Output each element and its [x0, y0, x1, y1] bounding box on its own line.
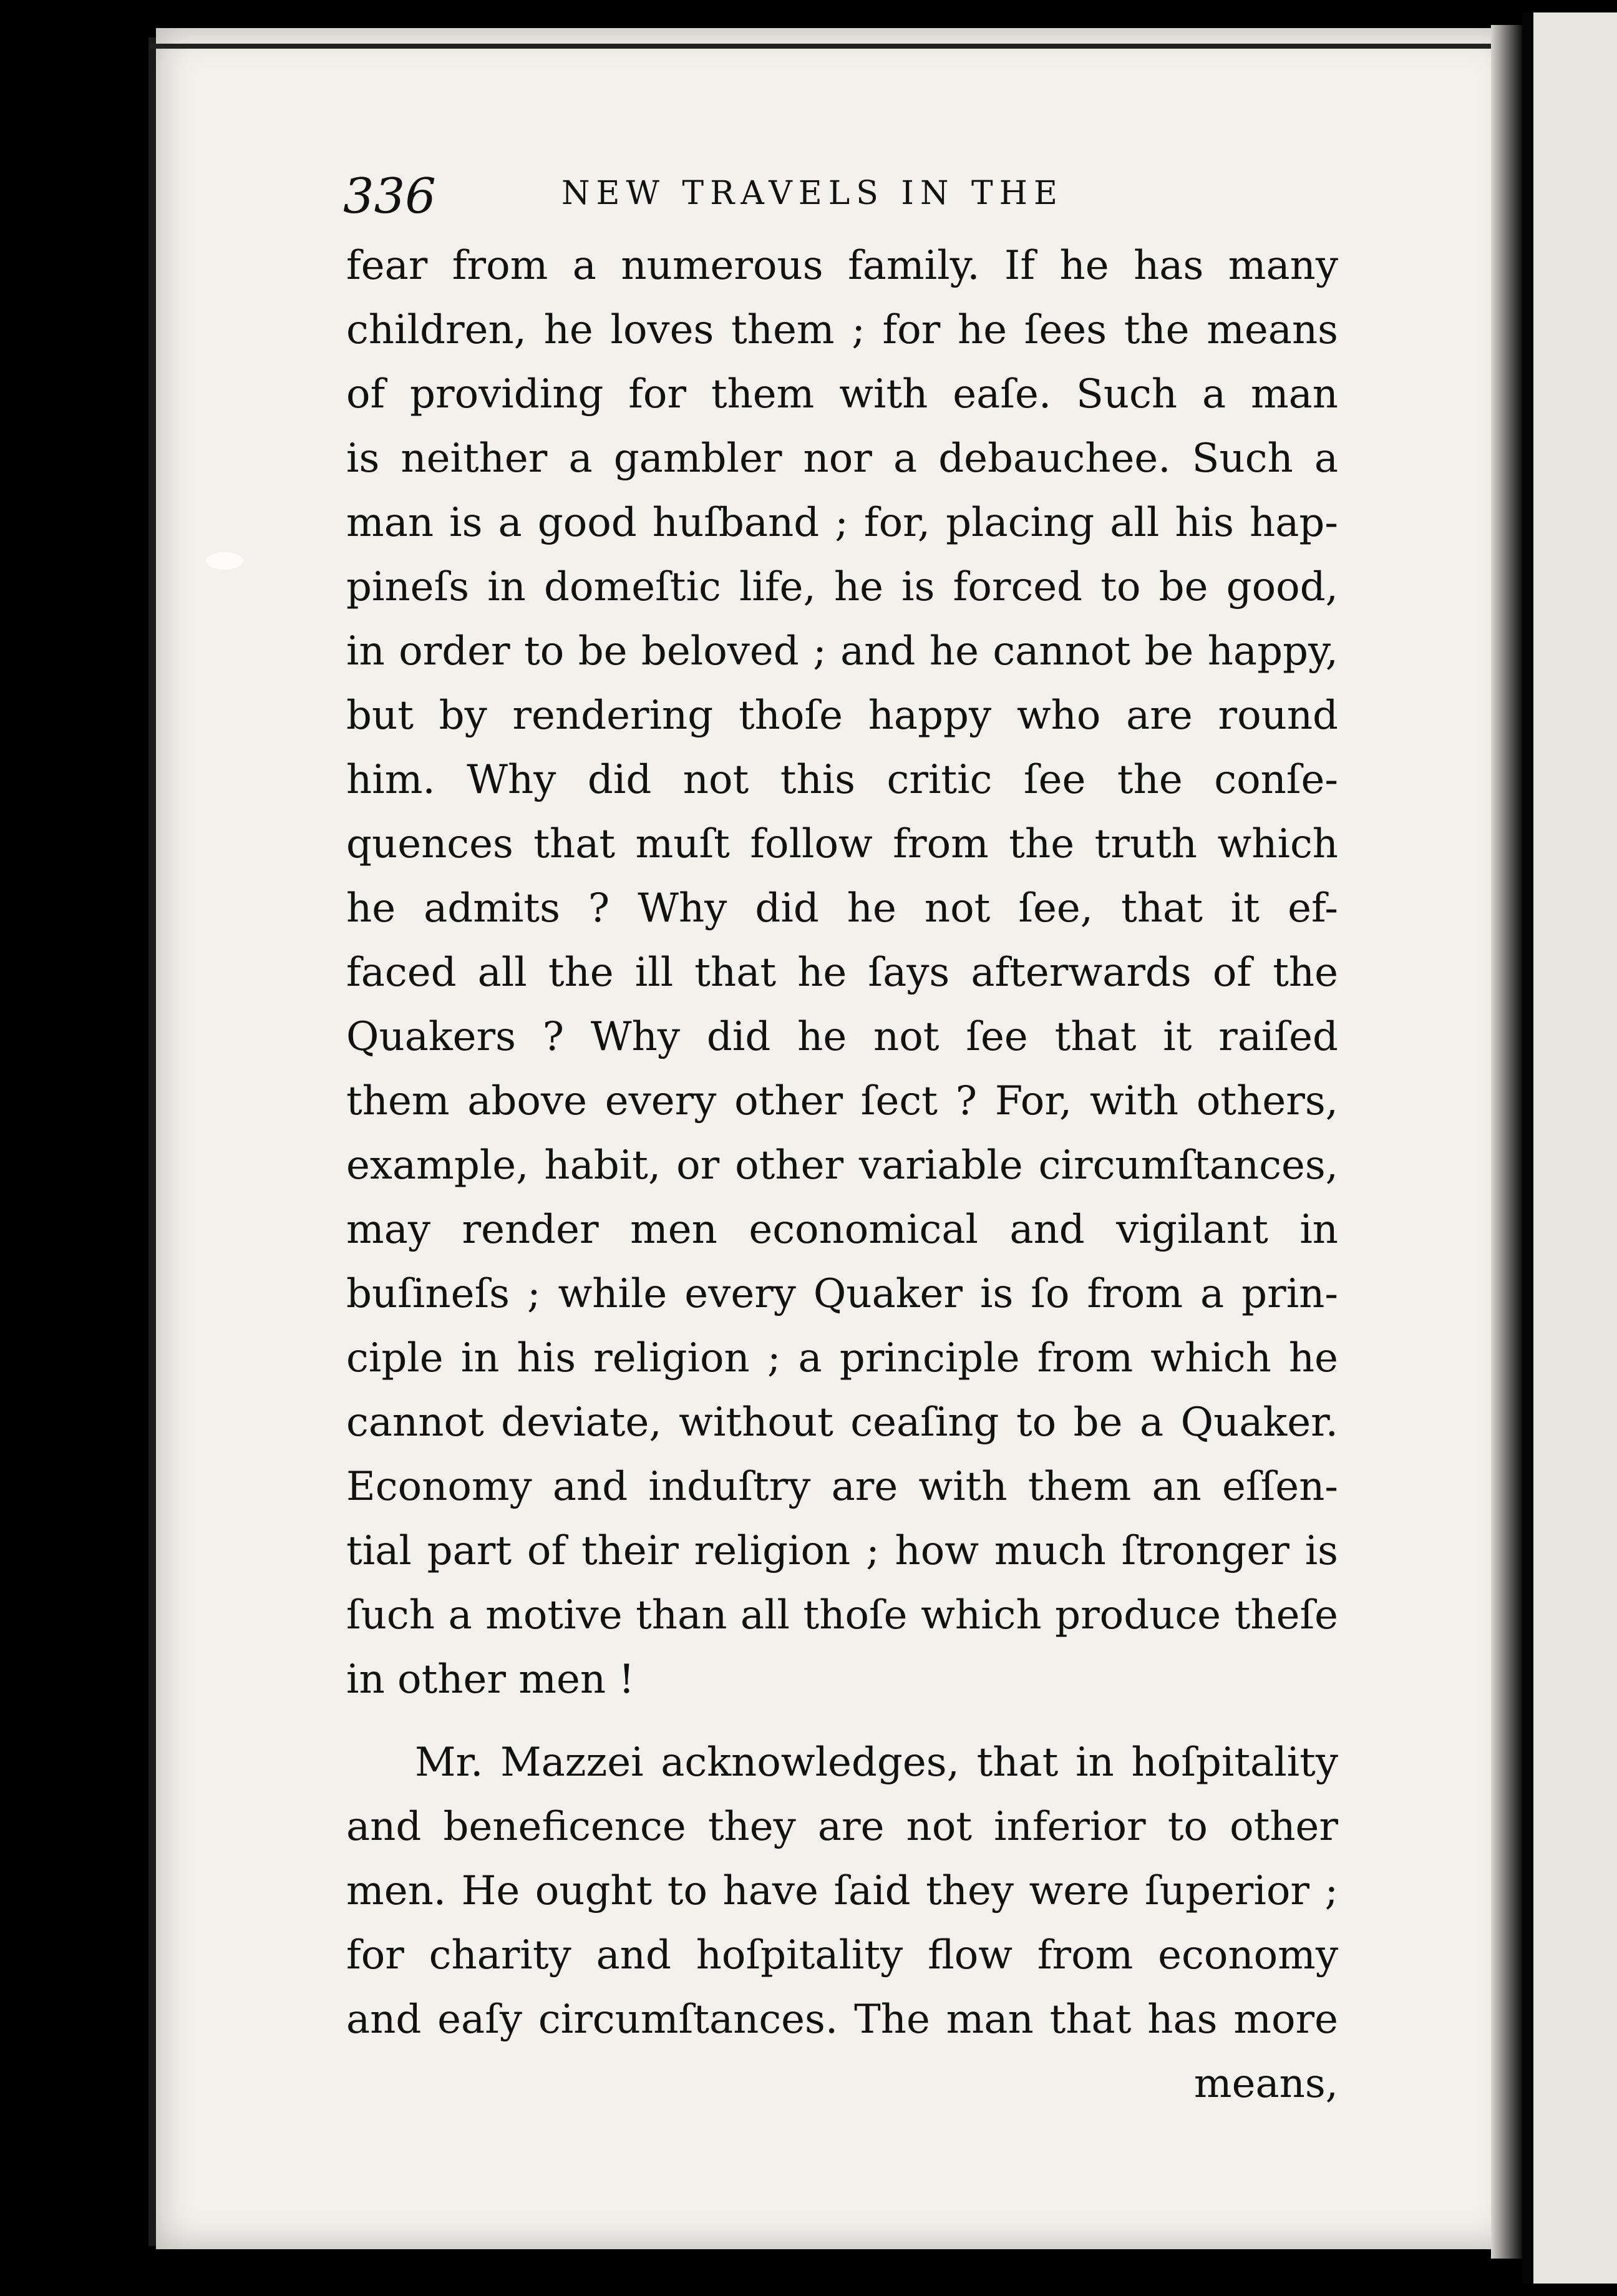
gutter-shadow	[1522, 12, 1533, 2284]
text-line: Quakers ? Why did he not ſee that it raiſed	[346, 1014, 1338, 1060]
text-line: of providing for them with eaſe. Such a man	[346, 371, 1338, 417]
ink-smudge	[206, 552, 243, 570]
body-text	[346, 234, 1338, 2116]
text-line: is neither a gambler nor a debauchee. Such a	[346, 435, 1338, 482]
text-line: faced all the ill that he ſays afterwards of the	[346, 950, 1338, 996]
text-line: in order to be beloved ; and he cannot be happy,	[346, 628, 1338, 674]
text-line: example, habit, or other variable circumſtances,	[346, 1142, 1338, 1189]
text-line: man is a good huſband ; for, placing all his hap-	[346, 500, 1338, 546]
facing-page-edge	[1532, 12, 1617, 2284]
text-line: ſuch a motive than all thoſe which produce theſe	[346, 1592, 1338, 1638]
catchword: means,	[1193, 2061, 1338, 2107]
text-line: Economy and induſtry are with them an eſſen-	[346, 1464, 1338, 1510]
text-line: tial part of their religion ; how much ſtronger is	[346, 1528, 1338, 1574]
running-head: NEW TRAVELS IN THE	[561, 175, 1064, 212]
page-header	[343, 168, 1404, 231]
text-line: cannot deviate, without ceaſing to be a Quaker.	[346, 1399, 1338, 1446]
text-line: for charity and hoſpitality flow from economy	[346, 1932, 1338, 1978]
paragraph-gap	[346, 1712, 1338, 1731]
text-line: pineſs in domeſtic life, he is forced to be good,	[346, 564, 1338, 610]
text-line: in other men !	[346, 1656, 635, 1703]
page-right-edge	[1491, 25, 1522, 2259]
text-line: but by rendering thoſe happy who are round	[346, 693, 1338, 739]
text-line: them above every other ſect ? For, with others,	[346, 1078, 1338, 1124]
text-line: and eaſy circumſtances. The man that has more	[346, 1997, 1338, 2043]
text-line: men. He ought to have ſaid they were ſuperior ;	[346, 1868, 1338, 1914]
text-line: he admits ? Why did he not ſee, that it ef-	[346, 885, 1338, 932]
text-line: may render men economical and vigilant in	[346, 1207, 1338, 1253]
text-line: ciple in his religion ; a principle from which he	[346, 1335, 1338, 1381]
text-line: Mr. Mazzei acknowledges, that in hoſpitality	[415, 1739, 1338, 1786]
text-line: buſineſs ; while every Quaker is ſo from a prin-	[346, 1271, 1338, 1317]
text-line: children, he loves them ; for he ſees the means	[346, 307, 1338, 353]
text-line: fear from a numerous family. If he has many	[346, 243, 1338, 289]
text-line: quences that muſt follow from the truth which	[346, 821, 1338, 867]
text-line: him. Why did not this critic ſee the conſe-	[346, 757, 1338, 803]
page-top-edge	[150, 44, 1491, 49]
page-number: 336	[343, 168, 436, 225]
text-line: and beneficence they are not inferior to other	[346, 1804, 1338, 1850]
